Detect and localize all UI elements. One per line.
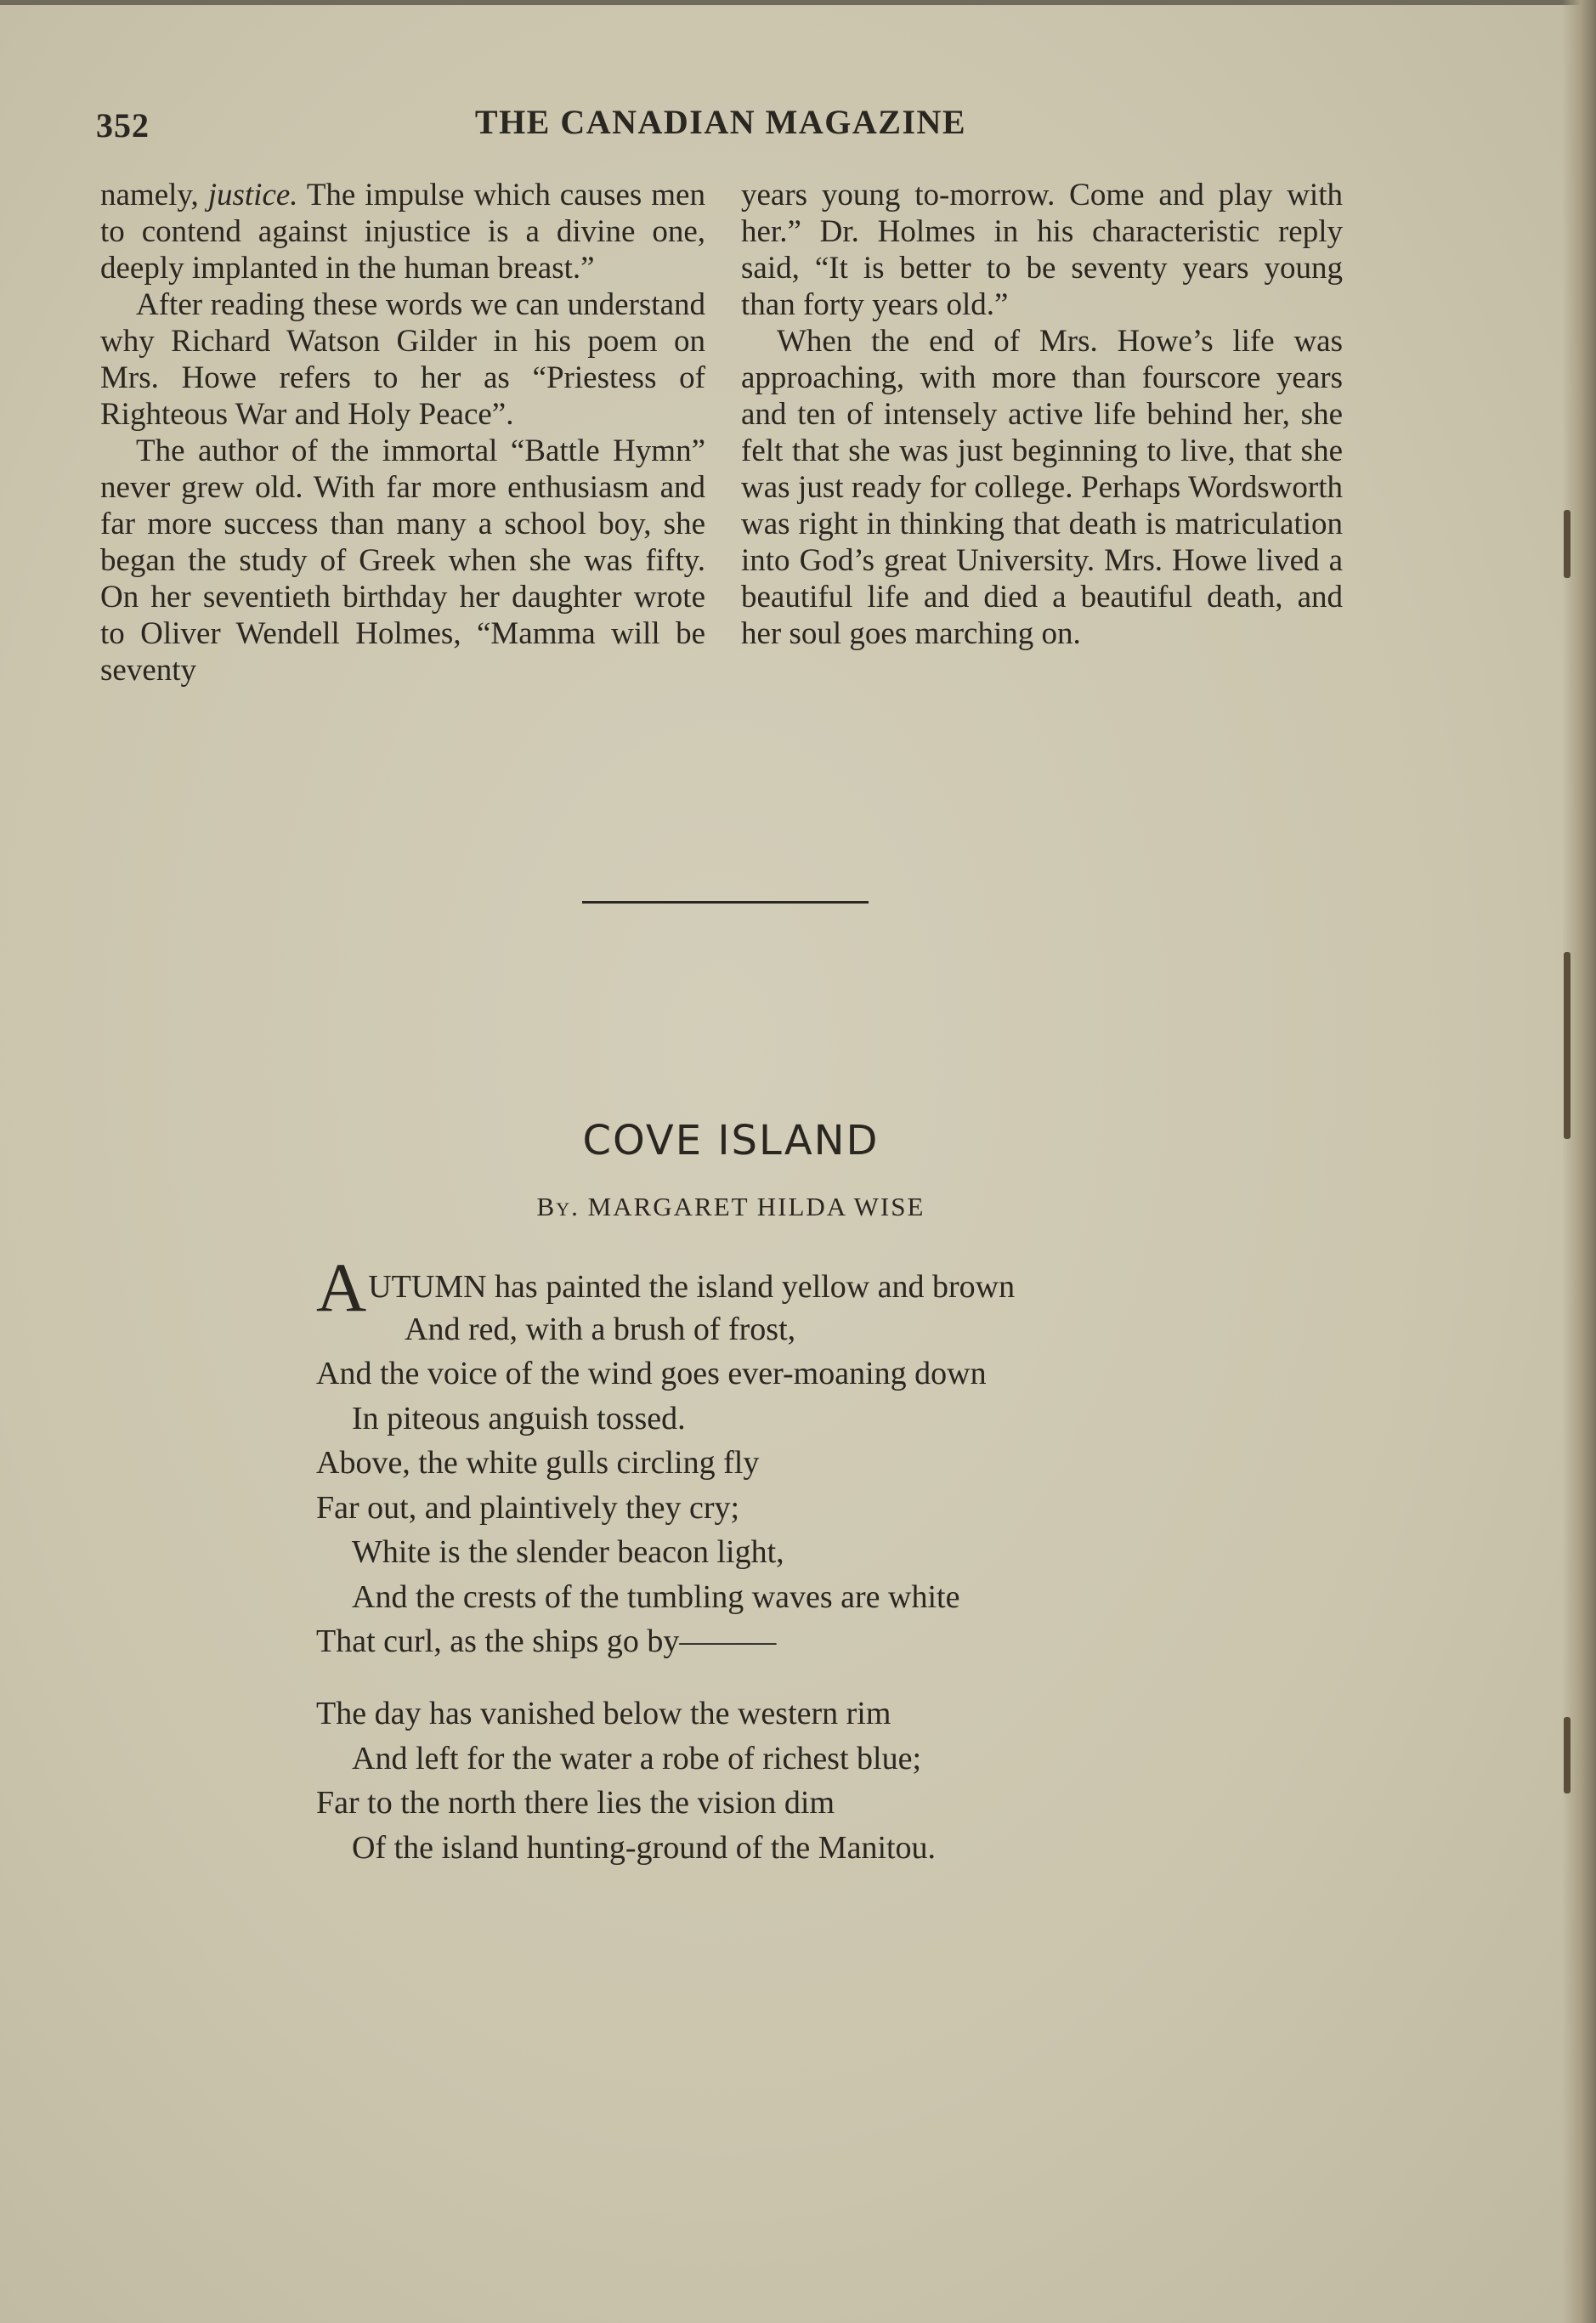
section-divider [582, 901, 869, 904]
article-column-left [100, 177, 705, 688]
poem-line: And left for the water a robe of richest blue; [352, 1740, 922, 1776]
poem-line: Above, the white gulls circling fly [316, 1445, 760, 1481]
page-number: 352 [96, 106, 150, 144]
poem-byline: By. MARGARET HILDA WISE [536, 1192, 925, 1221]
poem-line: Of the island hunting-ground of the Manitou. [352, 1829, 937, 1866]
poem-stanza-1 [316, 1249, 1016, 1664]
poem-line: And the voice of the wind goes ever-moaning down [316, 1356, 987, 1391]
poem-title: COVE ISLAND [582, 1117, 880, 1164]
paragraph: After reading these words we can understand why Richard Watson Gilder in his poem on Mrs. Howe refers to her as “Priestess of Righteous War and Holy Peace”. [100, 287, 705, 432]
paragraph: When the end of Mrs. Howe’s life was approaching, with more than fourscore years and ten of intensely active life behind her, she felt that she was just beginning to live, that she was just ready for college. Perhaps Wordsworth was right in thinking that death is matriculation into God’s great University. Mrs. Howe lived a beautiful life and died a beautiful death, and her soul goes marching on. [741, 324, 1343, 651]
edge-stain [1564, 952, 1571, 1139]
poem-line: Far out, and plaintively they cry; [316, 1489, 740, 1526]
poem-author: MARGARET HILDA WISE [587, 1192, 925, 1221]
poem-line: In piteous anguish tossed. [352, 1400, 686, 1436]
page-right-edge [1562, 0, 1596, 2323]
paragraph: years young to-morrow. Come and play with her.” Dr. Holmes in his characteristic reply said, “It is better to be seventy years young than forty years old.” [741, 178, 1343, 322]
page-top-shadow [0, 0, 1596, 5]
byline-prefix: By [536, 1192, 572, 1221]
paragraph: The author of the immortal “Battle Hymn” never grew old. With far more enthusiasm and far more success than many a school boy, she began the study of Greek when she was fifty. On her seventieth birthday her daughter wrote to Oliver Wendell Holmes, “Mamma will be seventy [100, 433, 705, 688]
running-title: THE CANADIAN MAGAZINE [474, 103, 967, 141]
poem-line: And the crests of the tumbling waves are white [352, 1578, 960, 1615]
poem-stanza-2 [316, 1691, 936, 1870]
emphasis-text: justice. [207, 178, 298, 212]
edge-stain [1564, 510, 1571, 578]
poem-line: AUTUMN has painted the island yellow and brown [316, 1249, 1016, 1326]
poem-line: White is the slender beacon light, [352, 1534, 784, 1570]
edge-stain [1564, 1717, 1571, 1793]
poem-line: Far to the north there lies the vision dim [316, 1785, 835, 1821]
poem-line: That curl, as the ships go by——— [316, 1623, 777, 1659]
drop-cap: A [316, 1249, 367, 1326]
paragraph: namely, justice. The impulse which causes men to contend against injustice is a divine one, deeply implanted in the human breast.” [100, 178, 705, 286]
article-column-right [741, 177, 1343, 652]
page-header [96, 102, 1345, 153]
poem-line: The day has vanished below the western rim [316, 1696, 891, 1731]
poem-line: And red, with a brush of frost, [405, 1311, 796, 1347]
